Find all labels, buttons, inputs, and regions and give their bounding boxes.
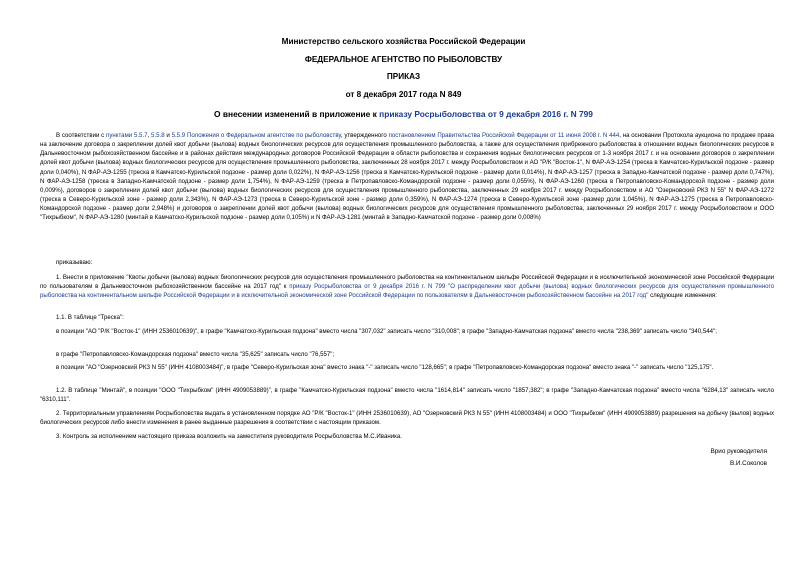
paragraph-item-1-1-c [40, 363, 774, 372]
text: В соответствии с [56, 132, 107, 139]
link-regulation[interactable]: Положения о Федеральном агентстве по рыболовству [186, 132, 341, 139]
text: 1.2. В таблице "Минтай", в позиции "ООО "Тихрыбком" (ИНН 4909053889)", в графе "Камчатско-Курильская подзона" вместо числа "1614,814" записать число "1857,382"; в графе "Западно-Камчатская подзона" вместо числа "6284,13" записать число "6310,111". [40, 387, 774, 404]
text: в графе "Петропавловско-Командорская подзона" вместо числа "35,625" записать число "76,557"; [56, 351, 335, 358]
text: в позиции "АО "Р/К "Восток-1" (ИНН 2536010639)", в графе "Камчатско-Курильская подзона" вместо числа "307,032" записать число "310,008"; в графе "Западно-Камчатская подзона" вместо числа "238,369" записать число "340,544"; [56, 328, 717, 335]
link-government-decree[interactable]: постановлением Правительства Российской Федерации от 11 июня 2008 г. N 444 [388, 132, 620, 139]
link-5-5-8[interactable]: 5.5.8 [151, 132, 165, 139]
paragraph-item-1-1-b [40, 350, 774, 359]
text: и [164, 132, 172, 139]
document-date-number: от 8 декабря 2017 года N 849 [345, 90, 462, 99]
text: , на основании Протокола аукциона по продаже права на заключение договора о закреплении долей квот добычи (вылова) водных биологических ресурсов для осуществления промышленного рыболовства, а также для осуществления прибрежного рыболовства в отношении водных биологических ресурсов в Дальневосточном рыбохозяйственном бассейне и в районах действия международных договоров Российской Федерации в области рыболовства и сохранения водных биологических ресурсов от 1-3 ноября 2017 г. и на основании договоров о закреплении долей квот добычи (вылова) водных биологических ресурсов для осуществления промышленного рыболовства, заключенных 28 ноября 2017 г. между Росрыболовством и АО "Р/К "Восток-1", N ФАР-АЭ-1254 (треска в Камчатско-Курильской подзоне - размер доли 0,040%), N ФАР-АЭ-1255 (треска в Камчатско-Курильской подзоне - размер доли 0,022%), N ФАР-АЭ-1256 (треска в Камчатско-Курильской подзоне - размер доли 0,014%), N ФАР-АЭ-1257 (треска в Западно-Камчатской подзоне - размер доли 0,747%), N ФАР-АЭ-1258 (треска в Западно-Камчатской подзоне - размер доли 1,754%), N ФАР-АЭ-1259 (треска в Петропавловско-Командорской подзоне - размер доли 0,055%), N ФАР-АЭ-1260 (треска в Петропавловско-Командорской подзоне - размер доли 0,009%), договоров о закреплении долей квот добычи (вылова) водных биологических ресурсов для осуществления промышленного рыболовства, заключенных 29 ноября 2017 г. между Росрыболовством и АО "Озерновский РКЗ N 55" N ФАР-АЭ-1272 (треска в Северо-Курильской зоне - размер доли 2,343%), N ФАР-АЭ-1273 (треска в Северо-Курильской зоне - размер доли 0,359%), N ФАР-АЭ-1274 (треска в Северо-Курильской зоне -размер доли 1,045%), N ФАР-АЭ-1275 (треска в Петропавловско-Командорской подзоне - размер доли 2,948%) и договоров о закреплении долей квот добычи (вылова) водных биологических ресурсов для осуществления промышленного рыболовства, заключенных 29 ноября 2017 г. между Росрыболовством и ООО "Тихрыбком", N ФАР-АЭ-1280 (минтай в Камчатско-Курильской подзоне - размер доли 0,105%) и N ФАР-АЭ-1281 (минтай в Западно-Камчатской подзоне - размер доли 0,008%) [40, 132, 775, 222]
text: приказываю: [56, 259, 93, 266]
paragraph-item-1-1-a [40, 327, 774, 336]
title-text: О внесении изменений в приложение к [214, 109, 380, 119]
paragraph-item-2 [40, 409, 774, 427]
text: в позиции "АО "Озерновский РКЗ N 55" (ИНН 4108003484)", в графе "Северо-Курильская зона" вместо знака "-" записать число "128,665"; в графе "Петропавловско-Командорская подзона" вместо знака "-" записать число "125,175". [56, 364, 714, 371]
document-title [0, 109, 807, 119]
document-type: ПРИКАЗ [386, 72, 421, 81]
signature-name: В.И.Соколов [729, 460, 767, 467]
text: 3. Контроль за исполнением настоящего приказа возложить на заместителя руководителя Росрыболовства М.С.Иваника. [56, 433, 402, 440]
paragraph-preamble [40, 131, 774, 223]
paragraph-item-1-1 [40, 313, 774, 322]
paragraph-item-1 [40, 273, 774, 300]
paragraph-order [40, 258, 774, 267]
paragraph-item-1-2 [40, 386, 774, 404]
text: 2. Территориальным управлениям Росрыболовства выдать в установленном порядке АО "Р/К "Восток-1" (ИНН 2536010639), АО "Озерновский РКЗ N 55" (ИНН 4108003484) и ООО "Тихрыбком" (ИНН 4909053889) разрешения на добычу (вылов) водных биологических ресурсов либо внести изменения в ранее выданные разрешения в соответствии с настоящим приказом. [40, 410, 774, 427]
signature-position: Врио руководителя [710, 448, 767, 455]
text: 1.1. В таблице "Треска": [56, 314, 124, 321]
link-5-5-7[interactable]: пунктами 5.5.7 [106, 132, 148, 139]
text: , утвержденного [340, 132, 389, 139]
ministry-name: Министерство сельского хозяйства Российской Федерации [281, 37, 526, 46]
link-5-5-9[interactable]: 5.5.9 [171, 132, 186, 139]
paragraph-item-3 [40, 432, 774, 441]
text: следующие изменения: [648, 292, 717, 300]
text: 1. Внести в приложение "Квоты добычи (вылова) водных биологических ресурсов для осуществления промышленного рыболовства на континентальном шельфе Российской Федерации и в исключительной экономической зоне Российской Федерации по пользователям в Дальневосточном рыбохозяйственном бассейне на 2017 год" к [40, 274, 774, 291]
agency-name: ФЕДЕРАЛЬНОЕ АГЕНТСТВО ПО РЫБОЛОВСТВУ [304, 55, 503, 64]
link-order-799[interactable]: приказу Росрыболовства от 9 декабря 2016 г. N 799 "О распределении квот добычи (вылова) водных биологических ресурсов для осуществления промышленного рыболовства на континентальном шельфе Российской Федерации и в исключительной экономической зоне Российской Федерации по пользователям в Дальневосточном рыбохозяйственном бассейне на 2017 год" [40, 283, 774, 300]
text: , [147, 132, 152, 139]
title-link[interactable]: приказу Росрыболовства от 9 декабря 2016 г. N 799 [379, 109, 593, 119]
